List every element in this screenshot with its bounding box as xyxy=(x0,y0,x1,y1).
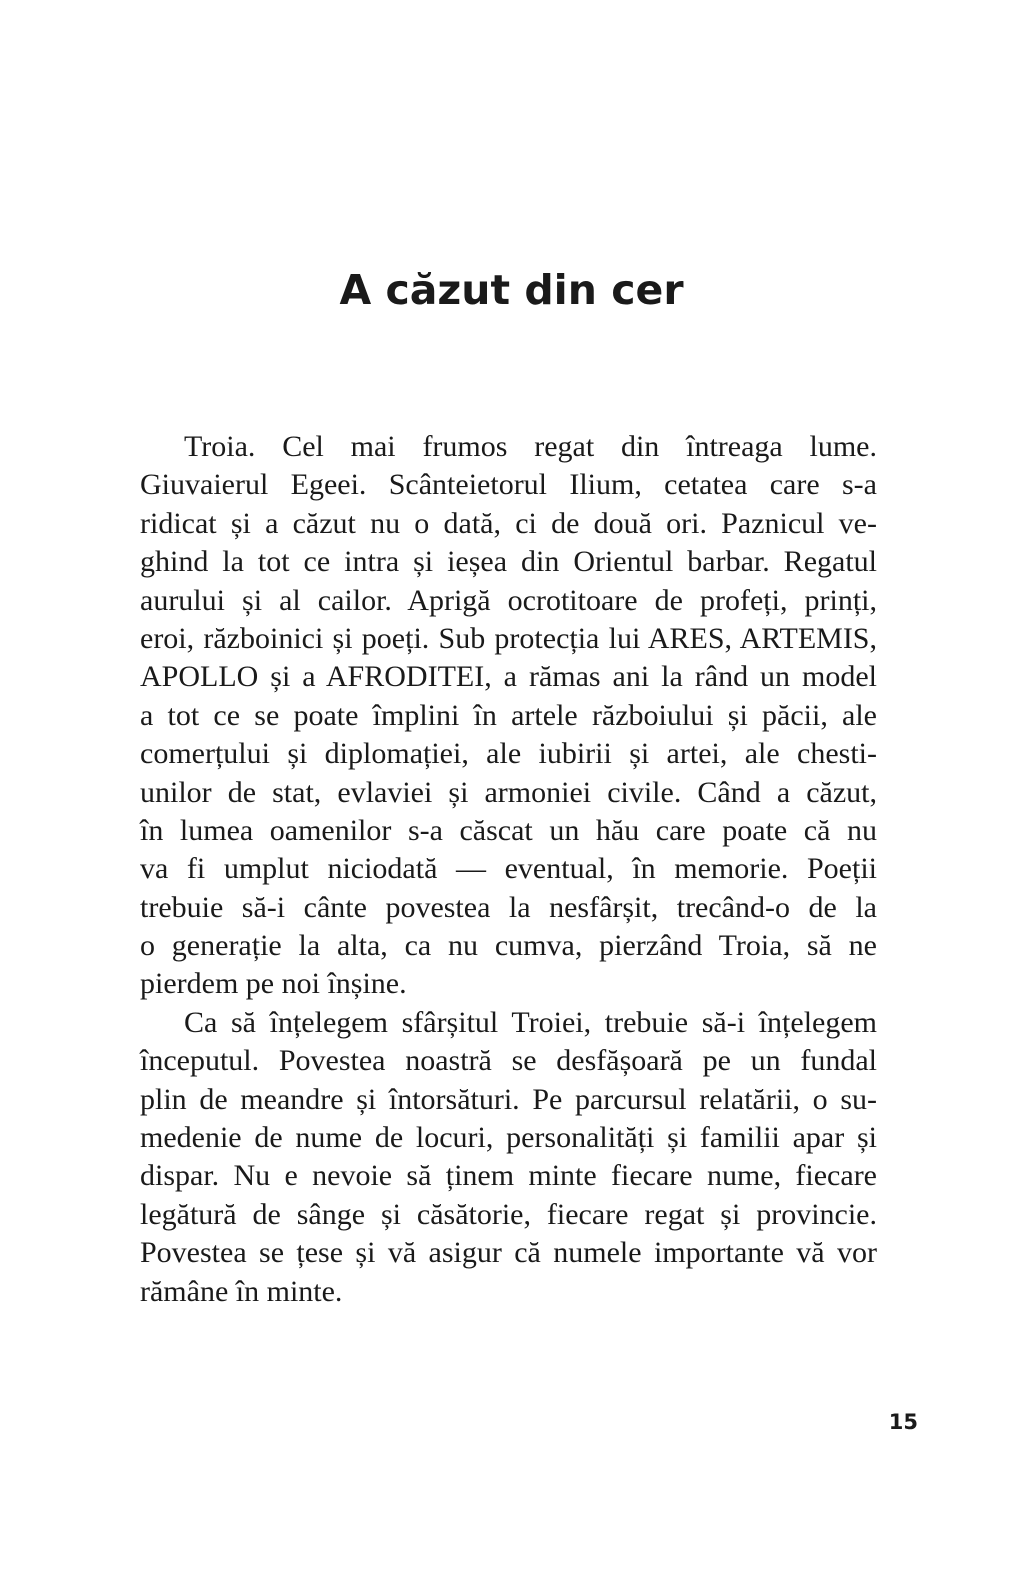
paragraph-2 xyxy=(140,1004,877,1311)
page-number: 15 xyxy=(888,1410,918,1434)
paragraph-line: a tot ce se poate împlini în artele războiului și păcii, ale xyxy=(140,698,877,732)
chapter-body xyxy=(140,428,877,1311)
paragraph-line: ghind la tot ce intra și ieșea din Orientul barbar. Regatul xyxy=(140,545,877,579)
paragraph-line: trebuie să-i cânte povestea la nesfârșit, trecând-o de la xyxy=(140,890,877,924)
paragraph-line: ridicat și a căzut nu o dată, ci de două ori. Paznicul ve- xyxy=(140,506,877,540)
paragraph-line: comerțului și diplomației, ale iubirii și artei, ale chesti- xyxy=(140,737,877,771)
paragraph-line: plin de meandre și întorsături. Pe parcursul relatării, o su- xyxy=(140,1082,877,1116)
paragraph-1 xyxy=(140,428,877,1004)
paragraph-line: Povestea se țese și vă asigur că numele importante vă vor xyxy=(140,1236,877,1270)
paragraph-line: APOLLO și a AFRODITEI, a rămas ani la rând un model xyxy=(140,660,877,694)
paragraph-line: rămâne în minte. xyxy=(140,1274,343,1308)
paragraph-line: dispar. Nu e nevoie să ținem minte fiecare nume, fiecare xyxy=(140,1159,877,1193)
paragraph-line: eroi, războinici și poeți. Sub protecția lui ARES, ARTEMIS, xyxy=(140,621,877,655)
paragraph-line: pierdem pe noi înșine. xyxy=(140,967,407,1001)
paragraph-line: Giuvaierul Egeei. Scânteietorul Ilium, cetatea care s-a xyxy=(140,468,877,502)
paragraph-line: medenie de nume de locuri, personalități și familii apar și xyxy=(140,1121,877,1155)
paragraph-line: începutul. Povestea noastră se desfășoară pe un fundal xyxy=(140,1044,877,1078)
paragraph-line: va fi umplut niciodată — eventual, în memorie. Poeții xyxy=(140,852,877,886)
paragraph-line: Ca să înțelegem sfârșitul Troiei, trebuie să-i înțelegem xyxy=(184,1005,877,1039)
paragraph-line: o generație la alta, ca nu cumva, pierzând Troia, să ne xyxy=(140,929,877,963)
paragraph-line: în lumea oamenilor s-a căscat un hău care poate că nu xyxy=(140,813,877,847)
paragraph-line: Troia. Cel mai frumos regat din întreaga lume. xyxy=(184,430,877,463)
paragraph-line: unilor de stat, evlaviei și armoniei civile. Când a căzut, xyxy=(140,775,877,809)
paragraph-line: aurului și al cailor. Aprigă ocrotitoare de profeți, prinți, xyxy=(140,583,877,617)
paragraph-line: legătură de sânge și căsătorie, fiecare regat și provincie. xyxy=(140,1197,877,1231)
chapter-title: A căzut din cer xyxy=(339,266,684,314)
